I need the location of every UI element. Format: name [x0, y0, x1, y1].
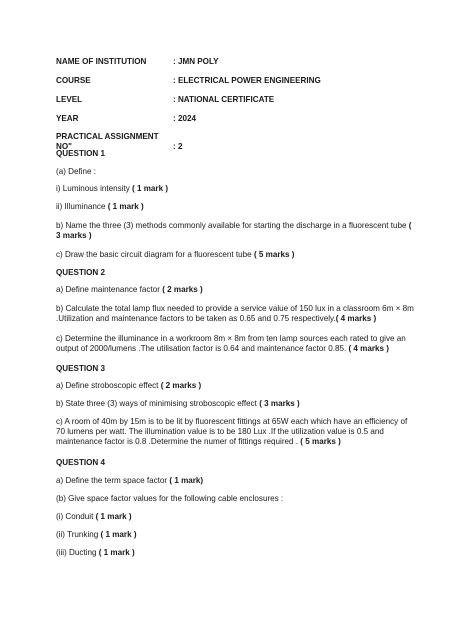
question-4-item-b: (b) Give space factor values for the following cable enclosures : — [56, 494, 284, 503]
question-4-item-a: a) Define the term space factor ( 1 mark) — [56, 476, 204, 485]
year-value: : 2024 — [173, 114, 196, 123]
level-label: LEVEL — [56, 95, 83, 104]
question-1-item-c: c) Draw the basic circuit diagram for a fluorescent tube ( 5 marks ) — [56, 250, 295, 259]
question-3-item-a: a) Define stroboscopic effect ( 2 marks ) — [56, 381, 202, 390]
question-1-item-ii: ii) Illuminance ( 1 mark ) — [56, 202, 144, 211]
question-2-item-b: b) Calculate the total lamp flux needed to provide a service value of 150 lux in a classroom 6m × 8m .Utilization and maintenance factors to be taken as 0.65 and 0.75 respectively.( 4 marks ) — [56, 304, 414, 323]
course-label: COURSE — [56, 76, 91, 85]
question-2-item-a: a) Define maintenance factor ( 2 marks ) — [56, 285, 203, 294]
question-1-heading: QUESTION 1 — [56, 149, 106, 158]
question-1-item-b: b) Name the three (3) methods commonly available for starting the discharge in a fluorescent tube ( 3 marks ) — [56, 221, 412, 240]
question-4-heading: QUESTION 4 — [56, 458, 106, 467]
course-row — [56, 76, 418, 86]
assignment-value: : 2 — [173, 142, 183, 151]
question-2-item-c: c) Determine the illuminance in a workroom 8m × 8m from ten lamp sources each rated to give an output of 2000/lumens .The utilisation factor is 0.64 and maintenance factor 0.85. ( 4 marks ) — [56, 334, 406, 353]
institution-label: NAME OF INSTITUTION — [56, 57, 147, 66]
question-3-item-b: b) State three (3) ways of minimising stroboscopic effect ( 3 marks ) — [56, 399, 300, 408]
question-1-item-i: i) Luminous intensity ( 1 mark ) — [56, 184, 169, 193]
assignment-label: PRACTICAL ASSIGNMENT NO" — [56, 132, 159, 151]
question-4-item-ii: (ii) Trunking ( 1 mark ) — [56, 530, 137, 539]
question-4-item-i: (i) Conduit ( 1 mark ) — [56, 512, 132, 521]
question-4-item-iii: (iii) Ducting ( 1 mark ) — [56, 548, 135, 557]
year-row — [56, 114, 418, 124]
question-1-item-a: (a) Define : — [56, 167, 97, 176]
question-2-heading: QUESTION 2 — [56, 268, 106, 277]
institution-row — [56, 57, 418, 67]
level-row — [56, 95, 418, 105]
year-label: YEAR — [56, 114, 79, 123]
institution-value: : JMN POLY — [173, 57, 219, 66]
course-value: : ELECTRICAL POWER ENGINEERING — [173, 76, 321, 85]
level-value: : NATIONAL CERTIFICATE — [173, 95, 275, 104]
question-3-item-c: c) A room of 40m by 15m is to be lit by fluorescent fittings at 65W each which have an efficiency of 70 lumens per watt. The illumination value is to be 180 Lux .If the utilization value is 0.5 and maintenance factor is 0.8 .Determine the numer of fittings required . ( 5 marks ) — [56, 417, 408, 446]
question-3-heading: QUESTION 3 — [56, 364, 106, 373]
